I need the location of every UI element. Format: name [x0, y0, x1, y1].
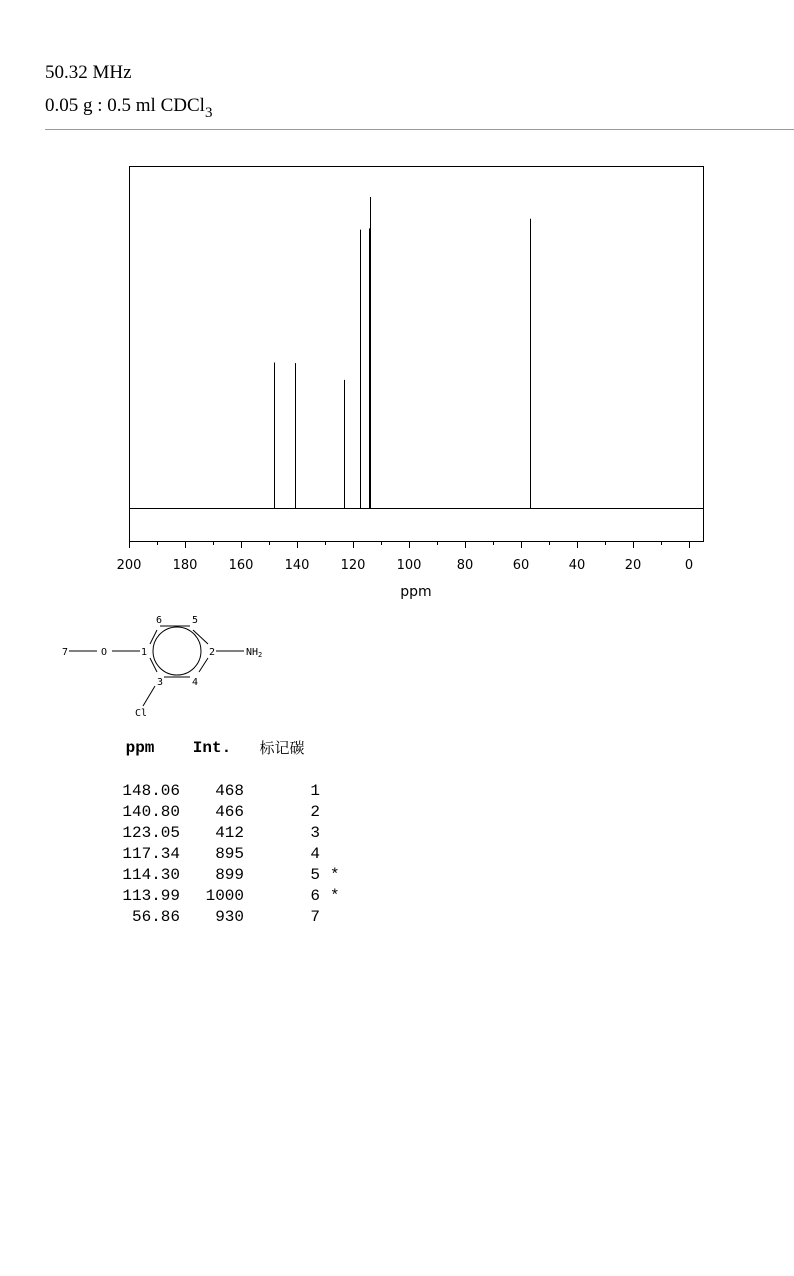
- cell-mark: [320, 801, 360, 822]
- table-row: [100, 780, 360, 801]
- oxygen-label: O: [100, 647, 108, 658]
- cell-carbon: 1: [310, 781, 320, 800]
- aromatic-circle: [153, 627, 201, 675]
- cell-ppm: 114.30: [122, 865, 180, 884]
- benzene-ring: [69, 626, 244, 706]
- header-mark: [320, 737, 360, 758]
- cell-mark: [320, 843, 360, 864]
- table-row: [100, 822, 360, 843]
- x-tick-label: 0: [684, 558, 694, 573]
- table-row: [100, 843, 360, 864]
- x-tick-label: 40: [568, 558, 586, 573]
- bond-c2-c4: [199, 658, 208, 672]
- x-tick-label: 160: [228, 558, 254, 573]
- cell-ppm: 140.80: [122, 802, 180, 821]
- x-tick-label: 180: [172, 558, 198, 573]
- x-tick-label: 120: [340, 558, 366, 573]
- x-tick-label: 140: [284, 558, 310, 573]
- x-axis-title: ppm: [400, 584, 432, 600]
- cell-mark: [320, 780, 360, 801]
- table-row: [100, 801, 360, 822]
- cell-mark: [320, 906, 360, 927]
- x-tick-label: 20: [624, 558, 642, 573]
- table-row: [100, 864, 360, 885]
- x-tick-label: 100: [396, 558, 422, 573]
- table-row: [100, 885, 360, 906]
- atom-label-7: 7: [61, 647, 69, 658]
- x-tick-label: 60: [512, 558, 530, 573]
- sample-text: 0.05 g : 0.5 ml CDCl: [45, 95, 205, 116]
- x-tick-label: 80: [456, 558, 474, 573]
- cell-mark: *: [330, 886, 340, 905]
- cell-carbon: 6: [310, 886, 320, 905]
- cell-intensity: 412: [215, 823, 244, 842]
- spectrometer-frequency: 50.32 MHz: [45, 62, 132, 83]
- cell-ppm: 117.34: [122, 844, 180, 863]
- table-spacer: [100, 758, 360, 780]
- header-ppm: ppm: [125, 738, 155, 757]
- header-intensity: Int.: [192, 738, 232, 757]
- cell-mark: *: [330, 865, 340, 884]
- atom-label-2: 2: [208, 647, 216, 658]
- cell-ppm: 56.86: [131, 907, 180, 926]
- atom-label-4: 4: [191, 677, 199, 688]
- cell-ppm: 113.99: [122, 886, 180, 905]
- cell-intensity: 466: [215, 802, 244, 821]
- bond-c3-cl: [143, 686, 155, 706]
- sample-subscript: 3: [204, 105, 213, 121]
- cell-carbon: 7: [310, 907, 320, 926]
- chlorine-label: Cl: [134, 708, 148, 719]
- bond-c5-c2: [193, 630, 208, 644]
- atom-label-5: 5: [191, 615, 199, 626]
- amine-subscript: 2: [258, 651, 263, 659]
- table-row: [100, 906, 360, 927]
- cell-ppm: 148.06: [122, 781, 180, 800]
- cell-carbon: 5: [310, 865, 320, 884]
- atom-label-6: 6: [155, 615, 163, 626]
- bond-c1-c3: [150, 658, 157, 672]
- cell-intensity: 895: [215, 844, 244, 863]
- atom-label-1: 1: [140, 647, 148, 658]
- amine-label: [246, 647, 262, 659]
- cell-carbon: 3: [310, 823, 320, 842]
- cell-intensity: 1000: [205, 886, 244, 905]
- table-header-row: [100, 737, 360, 758]
- cell-intensity: 468: [215, 781, 244, 800]
- cell-intensity: 899: [215, 865, 244, 884]
- cell-carbon: 2: [310, 802, 320, 821]
- cell-mark: [320, 822, 360, 843]
- header-labeled-carbon: 标记碳: [259, 739, 305, 757]
- amine-text: NH: [246, 647, 259, 658]
- cell-intensity: 930: [215, 907, 244, 926]
- peak-table: [100, 737, 360, 927]
- cell-carbon: 4: [310, 844, 320, 863]
- bond-c1-c6: [150, 630, 157, 644]
- x-tick-label: 200: [116, 558, 142, 573]
- atom-label-3: 3: [156, 677, 164, 688]
- cell-ppm: 123.05: [122, 823, 180, 842]
